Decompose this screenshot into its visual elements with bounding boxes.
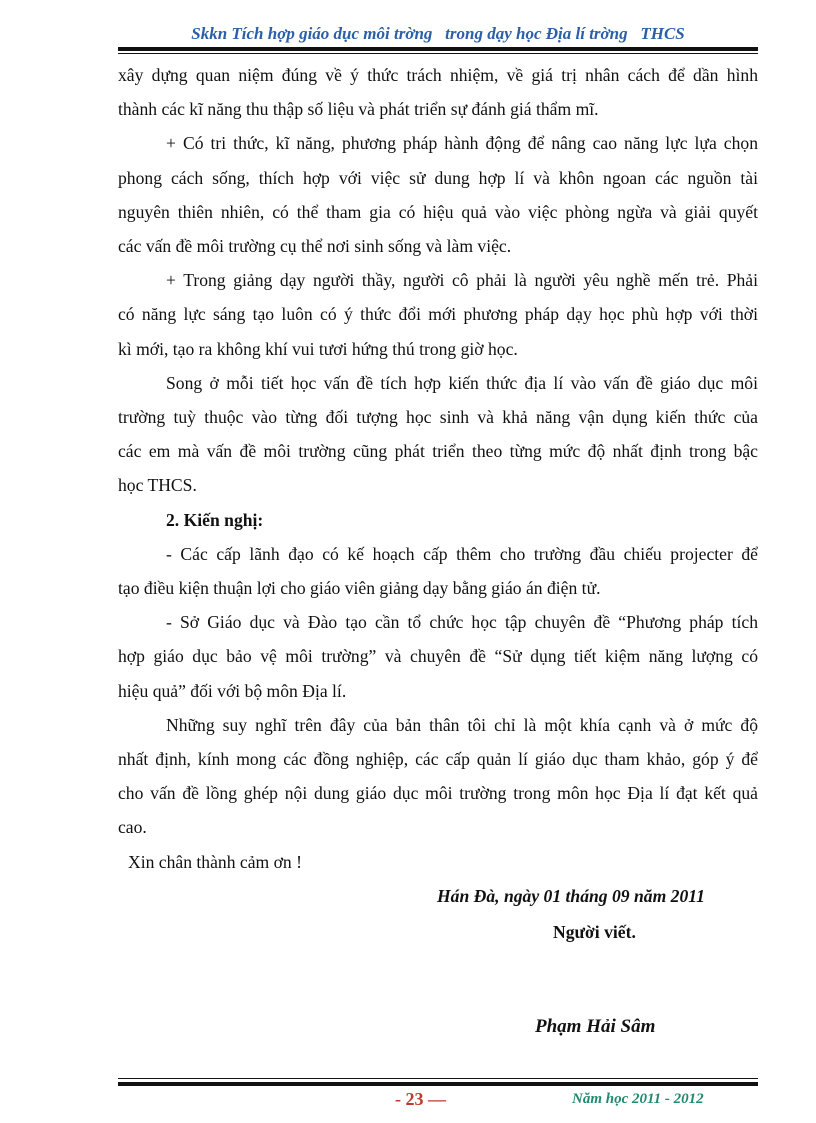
- body-line: các vấn đề môi trường cụ thể nơi sinh sống và làm việc.: [118, 236, 512, 257]
- section-heading: 2. Kiến nghị:: [166, 509, 264, 530]
- body-line: + Trong giảng dạy người thầy, người cô phải là người yêu nghề mến trẻ. Phải: [166, 270, 758, 291]
- footer-rule-thin: [118, 1078, 758, 1079]
- page-number: - 23 —: [395, 1089, 446, 1109]
- body-line: Những suy nghĩ trên đây của bản thân tôi chỉ là một khía cạnh và ở mức độ: [166, 714, 758, 735]
- body-line: phong cách sống, thích hợp với việc sử dung hợp lí và khôn ngoan các nguồn tài: [118, 167, 758, 188]
- body-line: + Có tri thức, kĩ năng, phương pháp hành động để nâng cao năng lực lựa chọn: [166, 133, 758, 154]
- body-line: - Các cấp lãnh đạo có kế hoạch cấp thêm cho trường đầu chiếu projecter để: [166, 543, 758, 564]
- body-line: - Sở Giáo dục và Đào tạo cần tổ chức học tập chuyên đề “Phương pháp tích: [166, 612, 758, 633]
- body-line: học THCS.: [118, 475, 197, 496]
- signature-place-date: Hán Đà, ngày 01 tháng 09 năm 2011: [437, 886, 705, 906]
- body-line: thành các kĩ năng thu thập số liệu và phát triển sự đánh giá thẩm mĩ.: [118, 99, 599, 120]
- closing-line: Xin chân thành cảm ơn !: [128, 851, 302, 872]
- body-line: hiệu quả” đối với bộ môn Địa lí.: [118, 680, 347, 701]
- signature-name: Phạm Hải Sâm: [535, 1016, 656, 1037]
- body-line: Song ở mỗi tiết học vấn đề tích hợp kiến thức địa lí vào vấn đề giáo dục môi: [166, 372, 758, 393]
- body-line: kì mới, tạo ra không khí vui tươi hứng thú trong giờ học.: [118, 338, 518, 359]
- body-line: các em mà vấn đề môi trường cũng phát triển theo từng mức độ nhất định trong bậc: [118, 441, 758, 462]
- school-year: Năm học 2011 - 2012: [572, 1091, 704, 1107]
- body-line: nhất định, kính mong các đồng nghiệp, các cấp quản lí giáo dục tham khảo, góp ý để: [118, 749, 758, 770]
- header-rule-thin: [118, 53, 758, 54]
- page-header-title: Skkn Tích hợp giáo dục môi trờng trong dạy học Địa lí trờng THCS: [191, 24, 685, 43]
- footer-rule-thick: [118, 1082, 758, 1086]
- body-line: cho vấn đề lồng ghép nội dung giáo dục môi trường trong môn học Địa lí đạt kết quả: [118, 783, 758, 804]
- document-body: [118, 58, 758, 879]
- body-line: có năng lực sáng tạo luôn có ý thức đổi mới phương pháp dạy học phù hợp với thời: [118, 304, 758, 325]
- header-rule-thick: [118, 47, 758, 51]
- body-line: hợp giáo dục bảo vệ môi trường” và chuyên đề “Sử dụng tiết kiệm năng lượng có: [118, 646, 758, 667]
- body-line: nguyên thiên nhiên, có thể tham gia có hiệu quả vào việc phòng ngừa và giải quyết: [118, 201, 758, 222]
- signature-role: Người viết.: [553, 922, 636, 942]
- body-line: trường tuỳ thuộc vào từng đối tượng học sinh và khả năng vận dụng kiến thức của: [118, 407, 758, 428]
- body-line: xây dựng quan niệm đúng về ý thức trách nhiệm, về giá trị nhân cách để dần hình: [118, 65, 758, 85]
- body-line: cao.: [118, 817, 147, 838]
- body-line: tạo điều kiện thuận lợi cho giáo viên giảng dạy bằng giáo án điện tử.: [118, 578, 601, 599]
